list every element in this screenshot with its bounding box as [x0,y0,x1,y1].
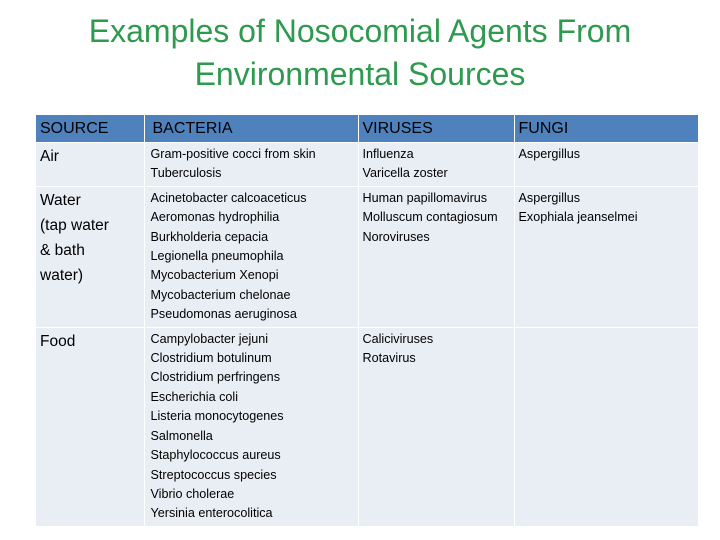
source-entry: (tap water [40,216,109,234]
bacteria-entry: Aeromonas hydrophilia [150,210,280,225]
bacteria-entry: Clostridium botulinum [150,351,272,366]
viruses-entry: Molluscum contagiosum [362,210,498,225]
bacteria-entry: Escherichia coli [150,389,238,404]
bacteria-entry: Salmonella [150,428,213,443]
slide-title [20,10,700,96]
bacteria-entry: Gram-positive cocci from skin [150,147,316,161]
viruses-cell [358,327,514,526]
source-entry: & bath [40,241,85,259]
viruses-entry: Influenza [362,147,414,161]
header-source: SOURCE [36,115,144,143]
source-entry: Air [40,148,59,165]
source-entry: Food [40,332,76,350]
source-cell [36,143,144,187]
bacteria-entry: Legionella pneumophila [150,249,284,264]
viruses-entry: Human papillomavirus [362,190,488,205]
table-row [36,327,698,526]
bacteria-cell [144,327,358,526]
viruses-cell [358,186,514,327]
bacteria-cell [144,143,358,187]
title-line-1: Examples of Nosocomial Agents From [88,13,632,49]
bacteria-entry: Acinetobacter calcoaceticus [150,190,307,205]
viruses-entry: Rotavirus [362,351,416,366]
bacteria-entry: Clostridium perfringens [150,370,280,385]
source-cell [36,327,144,526]
source-entry: water) [40,266,84,284]
bacteria-entry: Vibrio cholerae [150,486,235,501]
fungi-entry: Exophiala jeanselmei [518,210,638,225]
agents-table [36,115,698,526]
bacteria-entry: Burkholderia cepacia [150,229,269,244]
bacteria-entry: Pseudomonas aeruginosa [150,307,297,322]
fungi-entry: Aspergillus [518,190,581,205]
bacteria-entry: Tuberculosis [150,166,222,181]
table-row [36,143,698,187]
source-entry: Water [40,191,81,209]
fungi-cell [514,143,698,187]
header-bacteria: BACTERIA [144,115,358,143]
bacteria-entry: Staphylococcus aureus [150,448,281,463]
fungi-cell [514,186,698,327]
source-cell [36,186,144,327]
bacteria-entry: Mycobacterium Xenopi [150,268,279,283]
header-fungi: FUNGI [514,115,698,143]
header-viruses: VIRUSES [358,115,514,143]
viruses-entry: Varicella zoster [362,166,448,181]
viruses-cell [358,143,514,187]
viruses-entry: Caliciviruses [362,331,434,346]
table-body [36,143,698,526]
table-row [36,186,698,327]
title-line-2: Environmental Sources [194,56,526,92]
fungi-entry: Aspergillus [518,147,581,161]
header-row [36,115,698,143]
bacteria-cell [144,186,358,327]
bacteria-entry: Yersinia enterocolitica [150,506,273,521]
bacteria-entry: Streptococcus species [150,467,277,482]
fungi-cell [514,327,698,526]
bacteria-entry: Listeria monocytogenes [150,409,284,424]
bacteria-entry: Campylobacter jejuni [150,331,269,346]
viruses-entry: Noroviruses [362,229,430,244]
bacteria-entry: Mycobacterium chelonae [150,287,291,302]
